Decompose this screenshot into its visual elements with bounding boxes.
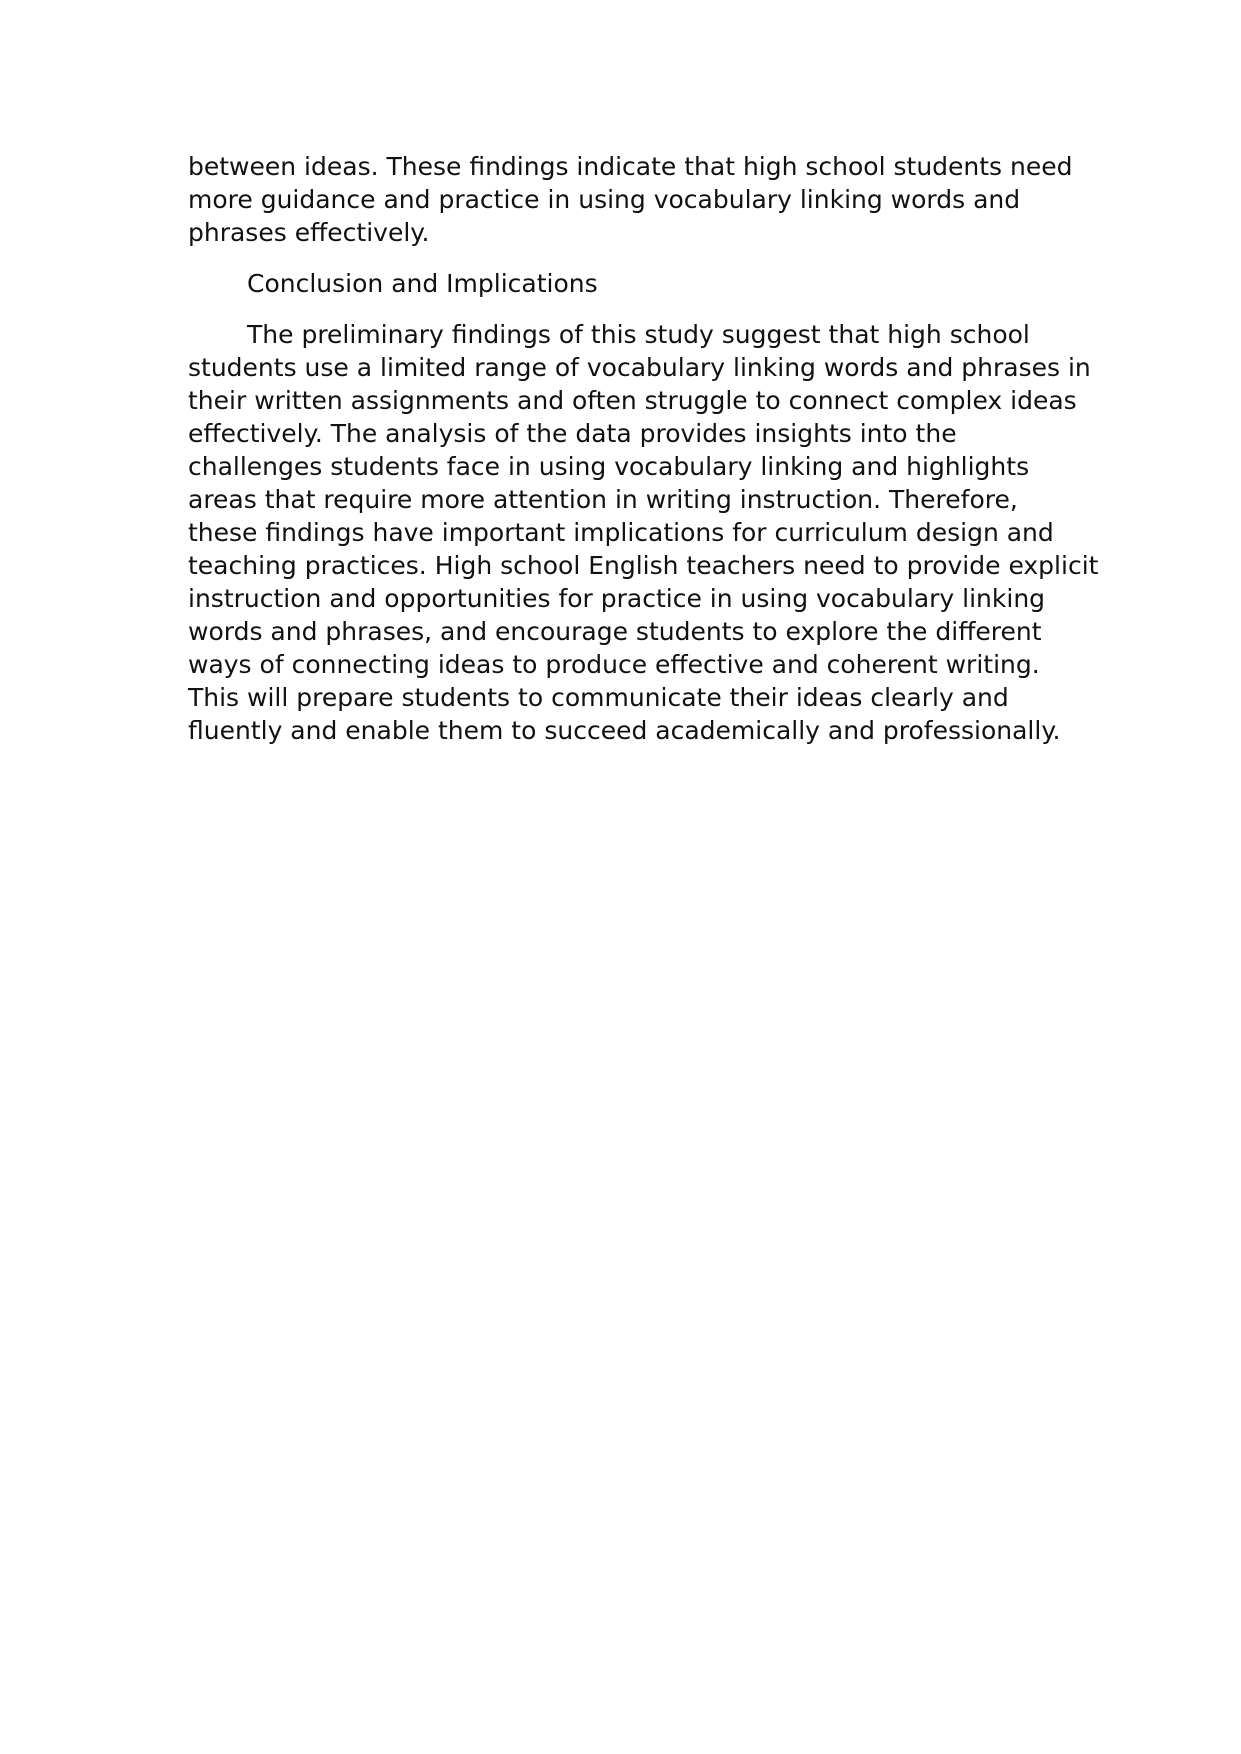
text-line: areas that require more attention in writing instruction. Therefore, bbox=[188, 485, 1018, 514]
text-line: This will prepare students to communicate their ideas clearly and bbox=[188, 683, 1009, 712]
text-line: instruction and opportunities for practice in using vocabulary linking bbox=[188, 584, 1046, 613]
text-line: ways of connecting ideas to produce effective and coherent writing. bbox=[188, 650, 1040, 679]
text-line: fluently and enable them to succeed academically and professionally. bbox=[188, 716, 1061, 745]
text-line: phrases effectively. bbox=[188, 218, 430, 247]
section-heading: Conclusion and Implications bbox=[247, 269, 598, 298]
text-line: effectively. The analysis of the data provides insights into the bbox=[188, 419, 957, 448]
text-line: words and phrases, and encourage students to explore the different bbox=[188, 617, 1042, 646]
continued-paragraph bbox=[188, 150, 1073, 249]
text-line: their written assignments and often struggle to connect complex ideas bbox=[188, 386, 1077, 415]
conclusion-paragraph bbox=[188, 318, 1099, 747]
text-line: these findings have important implications for curriculum design and bbox=[188, 518, 1054, 547]
text-line: The preliminary findings of this study suggest that high school bbox=[247, 320, 1030, 349]
text-line: between ideas. These findings indicate that high school students need bbox=[188, 152, 1073, 181]
text-line: students use a limited range of vocabulary linking words and phrases in bbox=[188, 353, 1091, 382]
text-line: challenges students face in using vocabulary linking and highlights bbox=[188, 452, 1030, 481]
document-body bbox=[188, 150, 1099, 765]
text-line: more guidance and practice in using vocabulary linking words and bbox=[188, 185, 1021, 214]
text-line: teaching practices. High school English teachers need to provide explicit bbox=[188, 551, 1099, 580]
